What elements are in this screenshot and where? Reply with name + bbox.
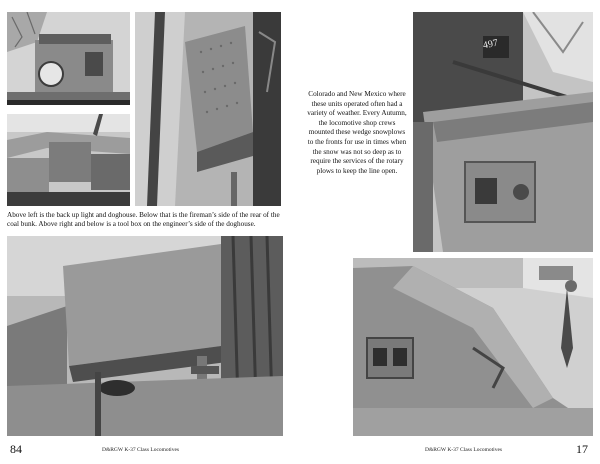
photo-backup-light-doghouse [7, 12, 130, 105]
photo-engine-497-snowplow [413, 12, 593, 252]
left-page-caption: Above left is the back up light and doghouse. Below that is the fireman’s side of the rear of the coal bunk. Above right and below is a tool box on the engineer’s side of the doghouse. [7, 211, 280, 229]
right-page-number: 17 [576, 442, 588, 456]
engine-number-plate: 497 [482, 37, 499, 52]
right-page [300, 0, 600, 464]
snowplow-sidebar-text: Colorado and New Mexico where these units operated often had a variety of weather. Every Autumn, the locomotive shop crews mounted these wedge snowplows to the fronts for use in times when the snow was not so deep as to require the services of the rotary plows to keep the line open. [307, 90, 407, 175]
photo-coal-bunk-firemans-side [7, 114, 130, 206]
left-running-title: D&RGW K-37 Class Locomotives [102, 447, 180, 453]
photo-wedge-snowplow-front [353, 258, 593, 436]
photo-tool-box-side [7, 236, 283, 436]
right-running-title: D&RGW K-37 Class Locomotives [425, 447, 503, 453]
left-page-number: 84 [10, 442, 22, 456]
photo-tool-box-top [135, 12, 281, 206]
